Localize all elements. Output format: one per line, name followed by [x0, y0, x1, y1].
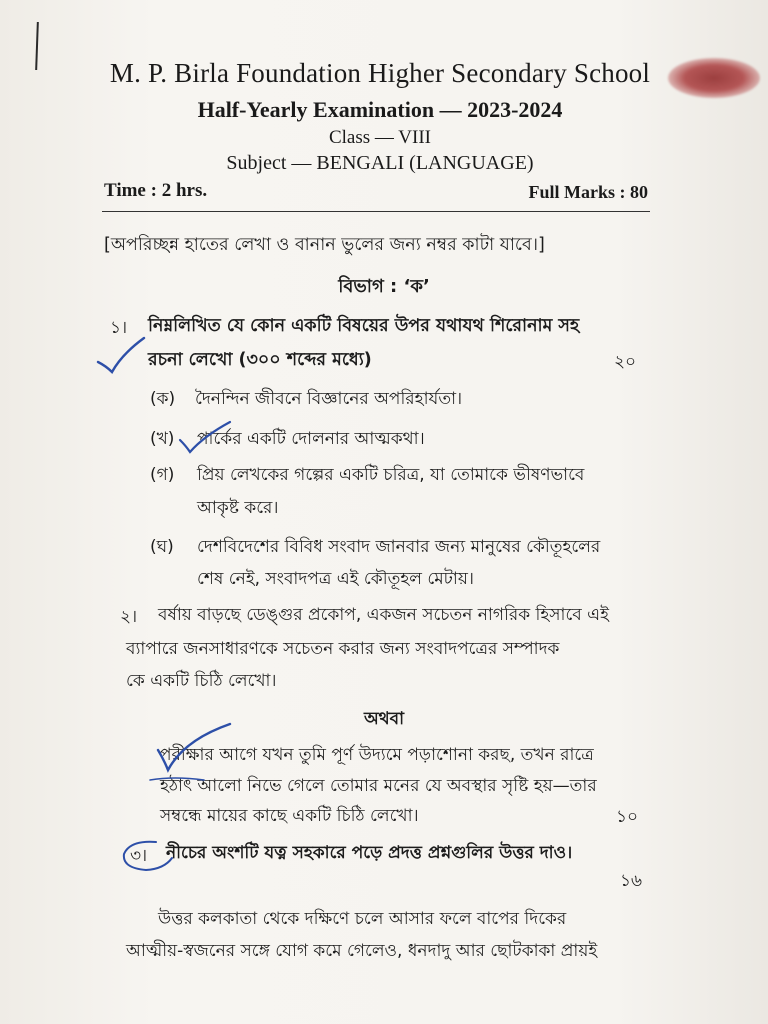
- option-label: (গ): [150, 465, 175, 485]
- time-label: Time : 2 hrs.: [104, 180, 208, 201]
- option-label: (ক): [150, 389, 176, 409]
- passage-line: উত্তর কলকাতা থেকে দক্ষিণে চলে আসার ফলে বাপের দিকের: [158, 909, 567, 929]
- option-label: (খ): [150, 429, 175, 449]
- q1-number: ১।: [110, 318, 128, 338]
- school-name: M. P. Birla Foundation Higher Secondary School: [109, 58, 651, 88]
- q2-line: কে একটি চিঠি লেখো।: [126, 671, 277, 691]
- option-text: পার্কের একটি দোলনার আত্মকথা।: [197, 429, 425, 449]
- q2-number: ২।: [120, 607, 138, 627]
- pen-stroke-mark: [35, 22, 39, 70]
- q2-alt-line: সম্বন্ধে মায়ের কাছে একটি চিঠি লেখো।: [160, 806, 419, 826]
- option-label: (ঘ): [150, 537, 174, 557]
- subject-label: Subject — BENGALI (LANGUAGE): [226, 152, 534, 174]
- passage-line: আত্মীয়-স্বজনের সঙ্গে যোগ কমে গেলেও, ধনদাদু আর ছোটকাকা প্রায়ই: [126, 941, 598, 961]
- header-divider: [102, 211, 650, 212]
- q3-marks: ১৬: [620, 871, 643, 891]
- q1-marks: ২০: [614, 352, 637, 372]
- q2-marks: ১০: [616, 807, 639, 827]
- class-label: Class — VIII: [328, 127, 432, 148]
- q3-line: নীচের অংশটি যত্ন সহকারে পড়ে প্রদত্ত প্রশ্নগুলির উত্তর দাও।: [166, 843, 573, 863]
- option-text: শেষ নেই, সংবাদপত্র এই কৌতূহল মেটায়।: [197, 569, 474, 589]
- instruction-text: [অপরিচ্ছন্ন হাতের লেখা ও বানান ভুলের জন্য নম্বর কাটা যাবে।]: [104, 235, 545, 255]
- q1-line2: রচনা লেখো (৩০০ শব্দের মধ্যে): [148, 350, 372, 370]
- q2-alt-line: হঠাৎ আলো নিভে গেলে তোমার মনের যে অবস্থার সৃষ্টি হয়—তার: [160, 776, 597, 796]
- option-text: দেশবিদেশের বিবিধ সংবাদ জানবার জন্য মানুষের কৌতূহলের: [197, 537, 601, 557]
- or-label: অথবা: [363, 709, 405, 729]
- section-heading: বিভাগ : ‘ক’: [338, 276, 430, 297]
- q2-line: ব্যাপারে জনসাধারণকে সচেতন করার জন্য সংবাদপত্রের সম্পাদক: [126, 639, 560, 659]
- q3-number: ৩।: [130, 846, 148, 866]
- option-text: আকৃষ্ট করে।: [197, 498, 279, 518]
- option-text: দৈনন্দিন জীবনে বিজ্ঞানের অপরিহার্যতা।: [195, 389, 463, 409]
- exam-title: Half-Yearly Examination — 2023-2024: [197, 97, 563, 122]
- q1-line1: নিম্নলিখিত যে কোন একটি বিষয়ের উপর যথাযথ শিরোনাম সহ: [148, 316, 580, 336]
- q2-line: বর্ষায় বাড়ছে ডেঙ্গুর প্রকোপ, একজন সচেতন নাগরিক হিসাবে এই: [158, 605, 609, 625]
- option-text: প্রিয় লেখকের গল্পের একটি চরিত্র, যা তোমাকে ভীষণভাবে: [197, 465, 585, 485]
- full-marks-label: Full Marks : 80: [528, 182, 648, 202]
- q2-alt-line: পরীক্ষার আগে যখন তুমি পূর্ণ উদ্যমে পড়াশোনা করছ, তখন রাত্রে: [160, 745, 594, 765]
